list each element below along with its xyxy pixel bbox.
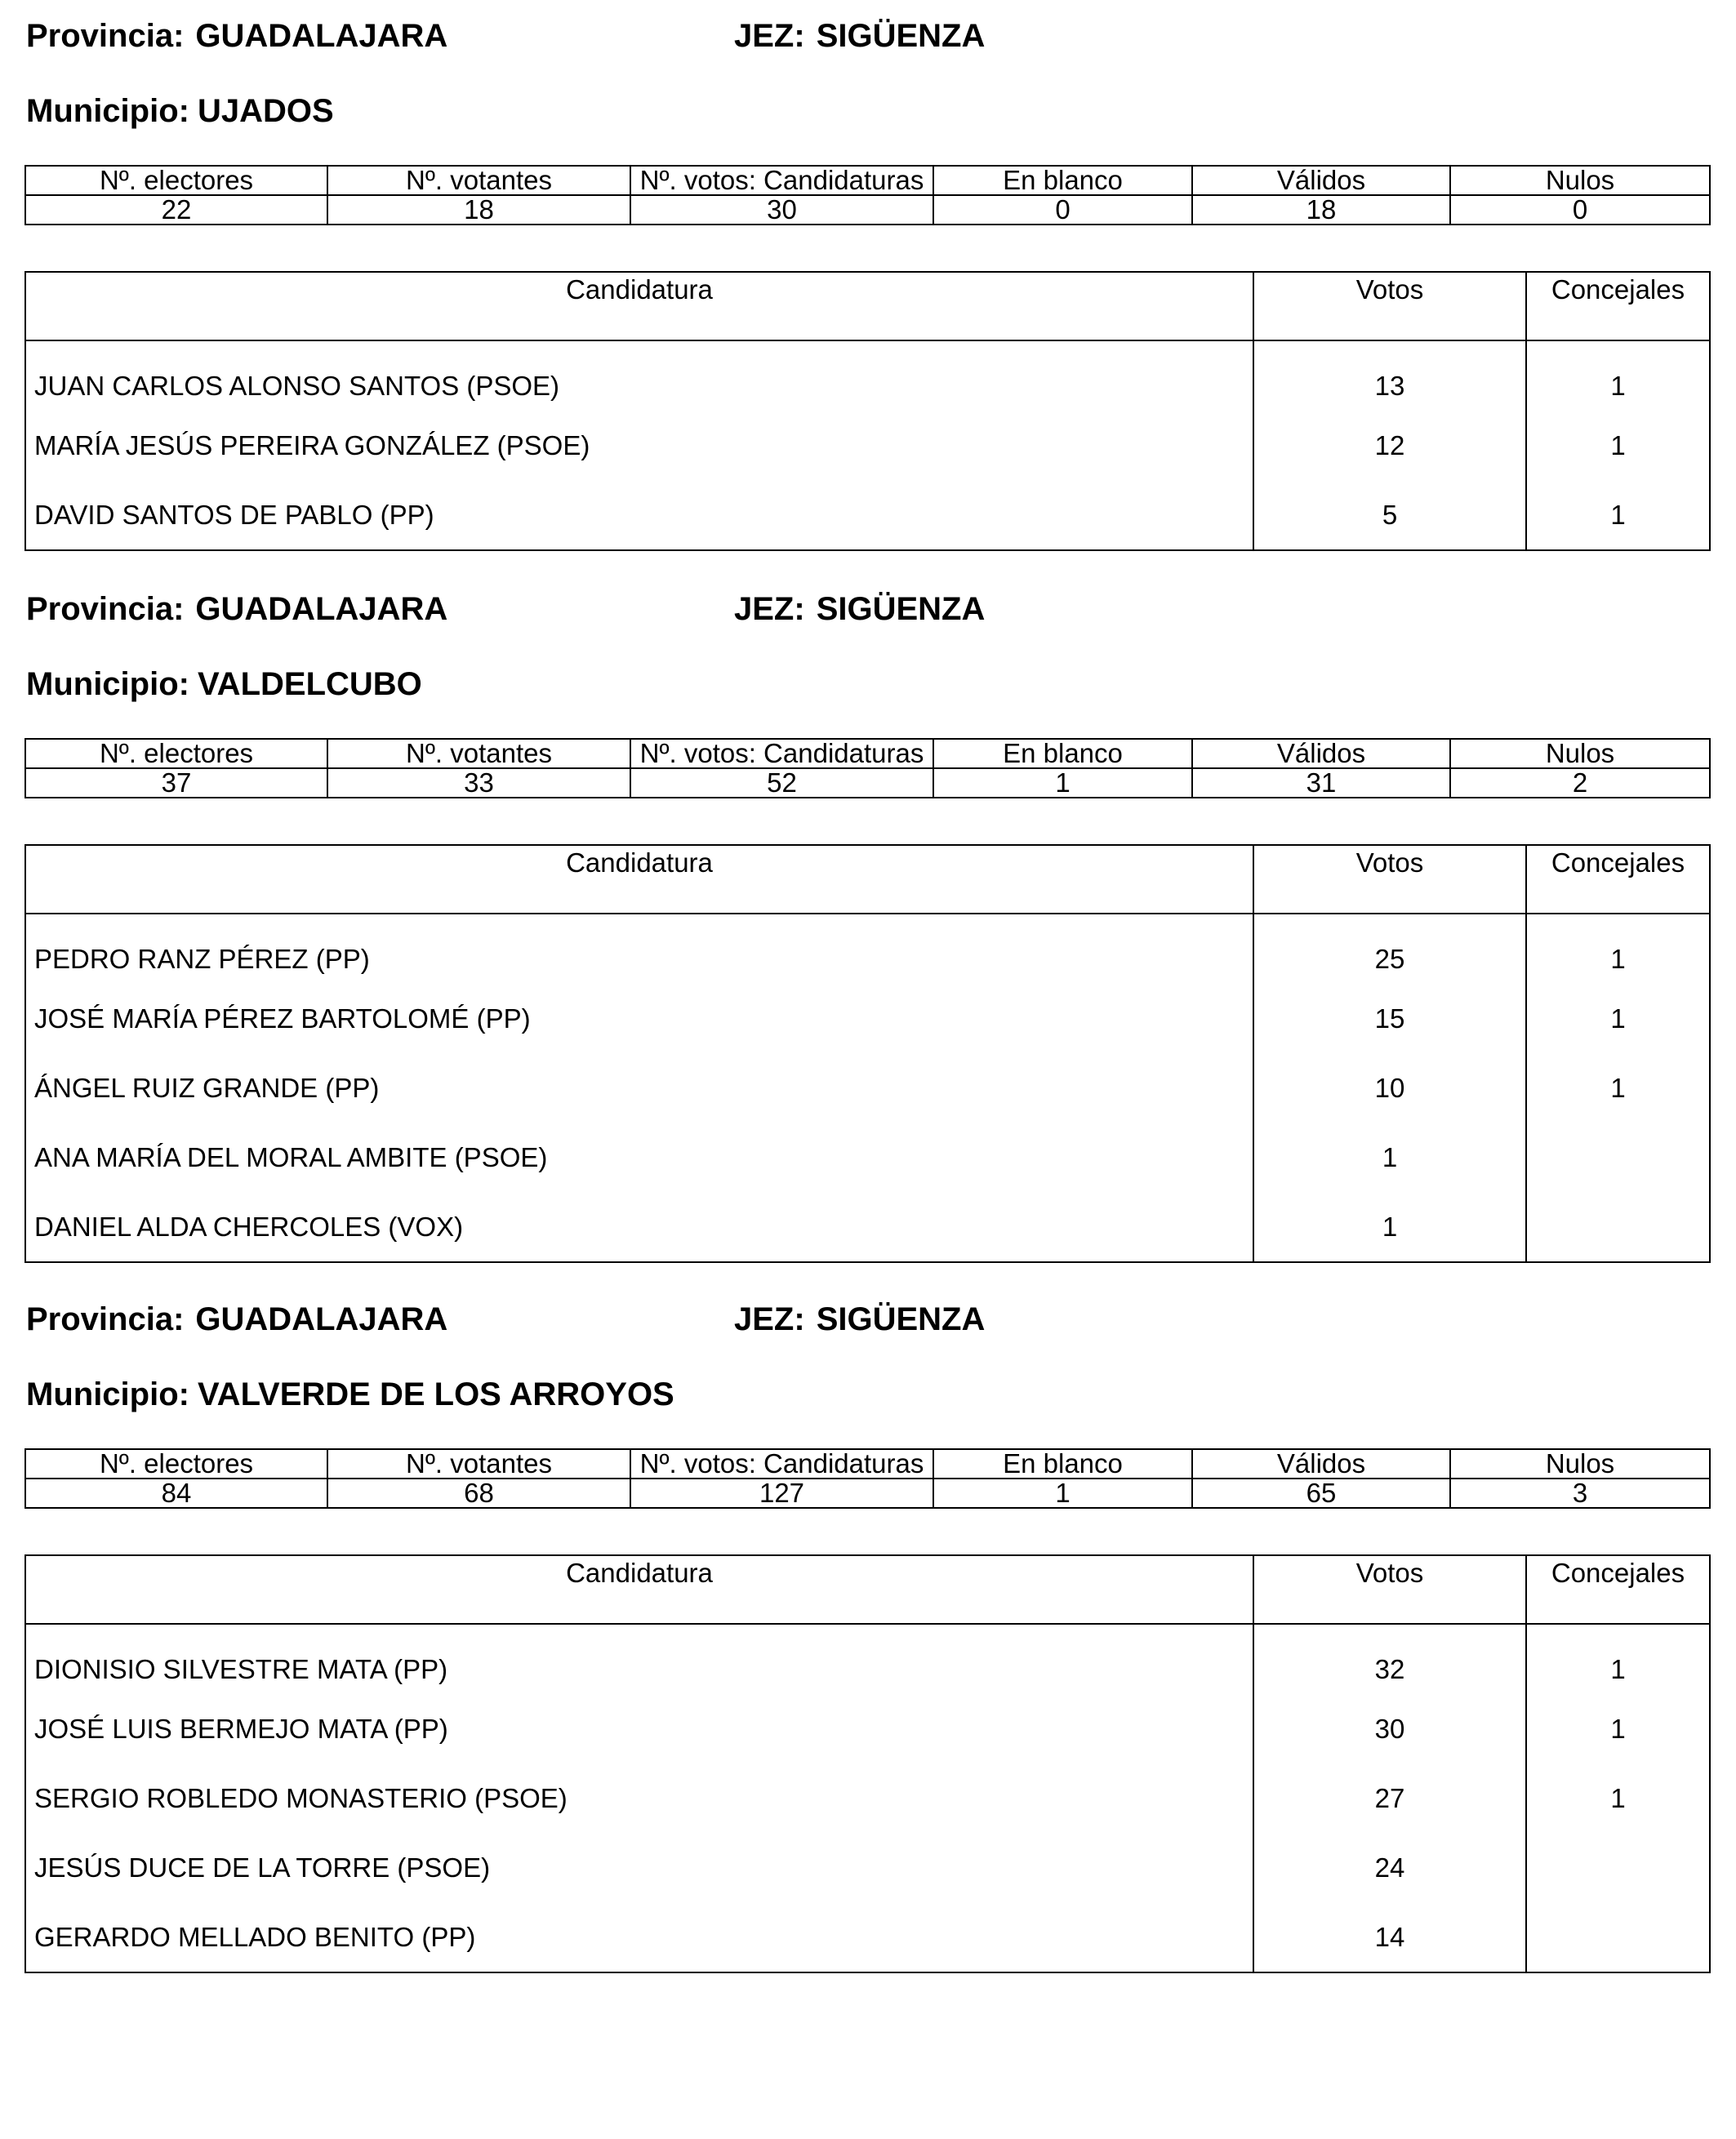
candidates-table: [24, 844, 1711, 1263]
summary-value-cell: 18: [1192, 195, 1450, 225]
candidate-row: [25, 411, 1710, 480]
candidate-votes: 12: [1253, 411, 1526, 480]
candidate-name: ÁNGEL RUIZ GRANDE (PP): [34, 1072, 380, 1103]
candidate-name: ANA MARÍA DEL MORAL AMBITE (PSOE): [34, 1141, 548, 1172]
provincia-value: GUADALAJARA: [195, 18, 448, 54]
municipio-label: Municipio:: [26, 93, 189, 129]
candidate-votes: 25: [1253, 914, 1526, 984]
jez-value: SIGÜENZA: [816, 591, 986, 627]
summary-table: [24, 738, 1711, 798]
jez-value: SIGÜENZA: [816, 1301, 986, 1337]
candidate-row: [25, 480, 1710, 550]
provincia-value: GUADALAJARA: [195, 591, 448, 627]
candidate-concejales: 1: [1526, 914, 1710, 984]
candidate-votes: 1: [1253, 1192, 1526, 1262]
candidate-name: SERGIO ROBLEDO MONASTERIO (PSOE): [34, 1782, 568, 1813]
summary-value-cell: 127: [630, 1479, 933, 1508]
candidate-name: DANIEL ALDA CHERCOLES (VOX): [34, 1211, 464, 1242]
candidate-row: [25, 1694, 1710, 1763]
candidate-votes: 10: [1253, 1053, 1526, 1123]
summary-header-cell: En blanco: [933, 1449, 1192, 1479]
candidates-header-row: [25, 845, 1710, 914]
municipio-value: UJADOS: [197, 93, 334, 129]
summary-table: [24, 165, 1711, 225]
candidate-votes: 30: [1253, 1694, 1526, 1763]
municipio-value: VALVERDE DE LOS ARROYOS: [197, 1376, 674, 1412]
candidate-row: [25, 914, 1710, 984]
summary-header-cell: Nº. electores: [25, 1449, 327, 1479]
candidate-row: [25, 1624, 1710, 1694]
summary-value-cell: 84: [25, 1479, 327, 1508]
candidate-votes: 1: [1253, 1123, 1526, 1192]
candidates-header-cell: Candidatura: [25, 272, 1253, 340]
municipio-label: Municipio:: [26, 666, 189, 702]
summary-header-row: [25, 166, 1710, 195]
jez-label: JEZ:: [734, 1301, 805, 1337]
municipio-line: [26, 1375, 674, 1414]
summary-value-cell: 31: [1192, 768, 1450, 798]
candidate-votes: 15: [1253, 984, 1526, 1053]
candidate-row: [25, 340, 1710, 411]
candidates-header-cell: Concejales: [1526, 845, 1710, 914]
summary-value-cell: 68: [327, 1479, 630, 1508]
summary-value-cell: 1: [933, 768, 1192, 798]
summary-header-cell: Nulos: [1450, 739, 1710, 768]
summary-header-cell: Nº. votos: Candidaturas: [630, 166, 933, 195]
summary-value-cell: 0: [933, 195, 1192, 225]
summary-value-cell: 18: [327, 195, 630, 225]
jez-group: [734, 1300, 985, 1339]
municipality-section: [0, 588, 1736, 1306]
candidate-concejales: 1: [1526, 1694, 1710, 1763]
candidate-name: JESÚS DUCE DE LA TORRE (PSOE): [34, 1852, 491, 1883]
summary-value-cell: 52: [630, 768, 933, 798]
summary-value-cell: 30: [630, 195, 933, 225]
provincia-label: Provincia:: [26, 591, 185, 627]
candidate-row: [25, 1833, 1710, 1902]
candidate-concejales: 1: [1526, 1624, 1710, 1694]
provincia-line: [26, 589, 986, 629]
candidate-concejales: 1: [1526, 340, 1710, 411]
candidate-votes: 13: [1253, 340, 1526, 411]
municipio-label: Municipio:: [26, 1376, 189, 1412]
candidate-concejales: 1: [1526, 1763, 1710, 1833]
candidates-header-cell: Concejales: [1526, 272, 1710, 340]
candidate-votes: 32: [1253, 1624, 1526, 1694]
candidate-name: DAVID SANTOS DE PABLO (PP): [34, 499, 434, 530]
summary-header-cell: Válidos: [1192, 1449, 1450, 1479]
candidate-name: JOSÉ LUIS BERMEJO MATA (PP): [34, 1713, 448, 1744]
summary-value-row: [25, 195, 1710, 225]
candidate-votes: 14: [1253, 1902, 1526, 1972]
candidates-header-cell: Concejales: [1526, 1555, 1710, 1624]
candidate-row: [25, 1763, 1710, 1833]
summary-header-cell: Nº. votantes: [327, 166, 630, 195]
candidate-row: [25, 1053, 1710, 1123]
municipio-line: [26, 665, 422, 704]
candidate-name: PEDRO RANZ PÉREZ (PP): [34, 943, 370, 974]
jez-group: [734, 16, 985, 56]
candidates-header-row: [25, 272, 1710, 340]
summary-header-cell: Nº. votantes: [327, 739, 630, 768]
provincia-line: [26, 16, 986, 56]
candidate-concejales: [1526, 1192, 1710, 1262]
provincia-label: Provincia:: [26, 1301, 185, 1337]
municipio-value: VALDELCUBO: [197, 666, 422, 702]
summary-header-cell: Nulos: [1450, 166, 1710, 195]
summary-value-cell: 1: [933, 1479, 1192, 1508]
summary-header-cell: Nº. votos: Candidaturas: [630, 739, 933, 768]
candidate-name: JOSÉ MARÍA PÉREZ BARTOLOMÉ (PP): [34, 1003, 531, 1034]
candidate-votes: 5: [1253, 480, 1526, 550]
candidates-header-cell: Votos: [1253, 845, 1526, 914]
candidate-concejales: [1526, 1902, 1710, 1972]
candidate-concejales: [1526, 1123, 1710, 1192]
candidate-votes: 24: [1253, 1833, 1526, 1902]
jez-label: JEZ:: [734, 591, 805, 627]
candidate-row: [25, 1123, 1710, 1192]
candidate-concejales: 1: [1526, 480, 1710, 550]
jez-value: SIGÜENZA: [816, 18, 986, 54]
summary-header-row: [25, 1449, 1710, 1479]
provincia-label: Provincia:: [26, 18, 185, 54]
candidate-name: DIONISIO SILVESTRE MATA (PP): [34, 1653, 448, 1684]
summary-header-cell: En blanco: [933, 166, 1192, 195]
candidate-row: [25, 1902, 1710, 1972]
summary-value-cell: 0: [1450, 195, 1710, 225]
candidate-name: MARÍA JESÚS PEREIRA GONZÁLEZ (PSOE): [34, 429, 590, 460]
candidate-concejales: 1: [1526, 1053, 1710, 1123]
jez-label: JEZ:: [734, 18, 805, 54]
summary-header-cell: Nº. votantes: [327, 1449, 630, 1479]
summary-header-cell: En blanco: [933, 739, 1192, 768]
candidate-concejales: [1526, 1833, 1710, 1902]
candidates-table: [24, 1554, 1711, 1973]
candidates-header-cell: Candidatura: [25, 845, 1253, 914]
municipality-section: [0, 1298, 1736, 2017]
provincia-value: GUADALAJARA: [195, 1301, 448, 1337]
summary-header-cell: Válidos: [1192, 166, 1450, 195]
summary-value-row: [25, 768, 1710, 798]
summary-table: [24, 1448, 1711, 1509]
candidate-concejales: 1: [1526, 984, 1710, 1053]
municipio-line: [26, 91, 334, 131]
candidates-header-cell: Votos: [1253, 1555, 1526, 1624]
summary-value-cell: 33: [327, 768, 630, 798]
candidates-header-row: [25, 1555, 1710, 1624]
summary-header-row: [25, 739, 1710, 768]
candidate-votes: 27: [1253, 1763, 1526, 1833]
candidates-table: [24, 271, 1711, 551]
summary-value-cell: 2: [1450, 768, 1710, 798]
candidates-header-cell: Votos: [1253, 272, 1526, 340]
summary-value-cell: 22: [25, 195, 327, 225]
summary-header-cell: Nº. votos: Candidaturas: [630, 1449, 933, 1479]
summary-header-cell: Nº. electores: [25, 739, 327, 768]
candidates-header-cell: Candidatura: [25, 1555, 1253, 1624]
summary-value-cell: 37: [25, 768, 327, 798]
summary-header-cell: Válidos: [1192, 739, 1450, 768]
provincia-line: [26, 1300, 986, 1339]
candidate-name: GERARDO MELLADO BENITO (PP): [34, 1921, 476, 1952]
candidate-row: [25, 1192, 1710, 1262]
jez-group: [734, 589, 985, 629]
summary-value-cell: 3: [1450, 1479, 1710, 1508]
candidate-row: [25, 984, 1710, 1053]
summary-header-cell: Nº. electores: [25, 166, 327, 195]
summary-value-row: [25, 1479, 1710, 1508]
summary-value-cell: 65: [1192, 1479, 1450, 1508]
candidate-name: JUAN CARLOS ALONSO SANTOS (PSOE): [34, 370, 560, 401]
candidate-concejales: 1: [1526, 411, 1710, 480]
summary-header-cell: Nulos: [1450, 1449, 1710, 1479]
